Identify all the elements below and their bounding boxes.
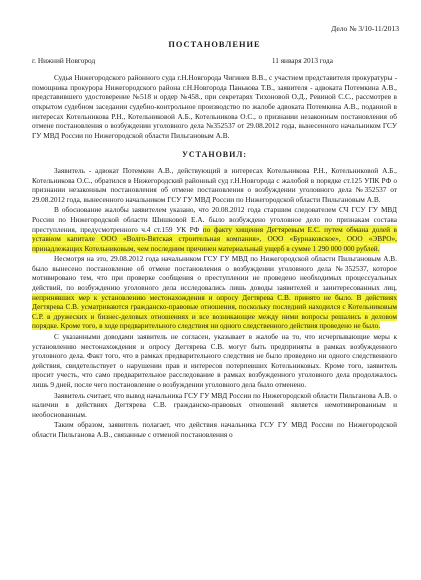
paragraph-5: Заявитель считает, что вывод начальника ГСУ ГУ МВД России по Нижегородской области Пильганова А.В. о наличии в действиях Дегтярева С.В. гражданско-правовых отношений является немотивированным и необоснованным. <box>32 390 397 419</box>
highlighted-text-2: непринявших мер к установлению местонахождения и опросу Дегтярева С.В. принято не было. В действиях Дегтярева С.В. усматриваются гражданско-правовые отношения, поскольку последний находился с Котельниковым С.Р. в дружеских и бизнес-деловых отношениях и все возникающие между ними вопросы решались в деловом порядке. Кроме того, в ходе предварительного следствия ни одного следственного действия проведено не было. <box>32 292 397 331</box>
document-title: ПОСТАНОВЛЕНИЕ <box>168 40 261 49</box>
paragraph-2 <box>32 205 397 253</box>
paragraph-1: Заявитель - адвокат Потемкин А.В., действующий в интересах Котельникова Р.Н., Котельниковой А.Б., Котельникова О.С., обратился в Нижегородский районный суд г.Н.Новгорода с жалобой в порядке ст.125 УПК РФ о признании незаконным постановления об отмене постановления о возбуждении уголовного дела №352537 от 29.08.2012 года, вынесенного начальником ГСУ ГУ МВД России по Нижегородской области Пильгановым А.В. <box>32 165 397 204</box>
section-title: УСТАНОВИЛ: <box>182 150 247 160</box>
city: г. Нижний Новгород <box>32 55 96 65</box>
paragraph-4: С указанными доводами заявитель не согласен, указывает в жалобе на то, что исчерпывающие меры к установлению местонахождения и опросу Дегтярева С.В. могут быть предприняты в рамках возбужденного уголовного дела. Факт того, что в рамках предварительного следствия не было проведено ни одного следственного действия, свидетельствует о нарушении прав и интересов потерпевших Котельниковых. Кроме того, заявитель просит учесть, что само предварительное расследование в рамках возбужденного уголовного дела продолжалось лишь 9 дней, после чего постановление о возбуждении уголовного дела было отменено. <box>32 332 397 389</box>
paragraph-6: Таким образом, заявитель полагает, что действия начальника ГСУ ГУ МВД России по Нижегородской области Пильганова А.В., связанные с отменой постановления о <box>32 420 397 439</box>
paragraph-2-text: В обоснование жалобы заявителем указано, что 20.08.2012 года старшим следователем СЧ ГСУ ГУ МВД России по Нижегородской области Шишковой Е.А. было возбуждено уголовное дело по признакам состава преступления, предусмотренного ч.4 ст.159 УК РФ <box>32 205 397 234</box>
highlighted-text-1: по факту хищения Дегтяревым Е.С. путем обмана долей в уставном капитале ООО «Волго-Вятская строительная компания», ООО «Бурнаковское», ООО «ЭВРО», принадлежащих Котельниковым, чем последним причинен материальный ущерб в сумме 1 290 000 000 рублей. <box>32 224 397 253</box>
paragraph-3 <box>32 254 397 331</box>
intro-paragraph: Судья Нижегородского районного суда г.Н.Новгорода Чигинев В.В., с участием представителя прокуратуры - помощника прокурора Нижегородского района г.Н.Новгорода Панькова Т.В., заявителя - адвоката Потемкина А.В., представившего удостоверение №518 и ордер №458., при секретарях Тихоновой О.Д., Ревиной С.С., рассмотрев в открытом судебном заседании судебно-контрольное производство по жалобе адвоката Потемкина А.В., поданной в интересах Котельникова Р.Н., Котельниковой А.Б., Котельникова О.С., о признании незаконным постановления об отмене постановления о возбуждении уголовного дела №352537 от 29.08.2012 года, вынесенного начальником ГСУ ГУ МВД России по Нижегородской области Пильгановым А.В. <box>32 73 397 140</box>
place-date-line <box>32 56 397 66</box>
case-number: Дело № 3/10-11/2013 <box>331 24 399 33</box>
paragraph-3-text: Несмотря на это, 29.08.2012 года начальником ГСУ ГУ МВД по Нижегородской области Пильгановым А.В. было вынесено постановление об отмене постановления о возбуждении уголовного дела №352537, которое мотивировано тем, что при проверке сообщения о преступлении не проведено необходимых процессуальных действий, по возбуждению уголовного дела исследовались лишь доводы заявителей и заинтересованных лиц, <box>32 254 397 293</box>
ruling-date: 11 января 2013 года <box>271 55 333 65</box>
